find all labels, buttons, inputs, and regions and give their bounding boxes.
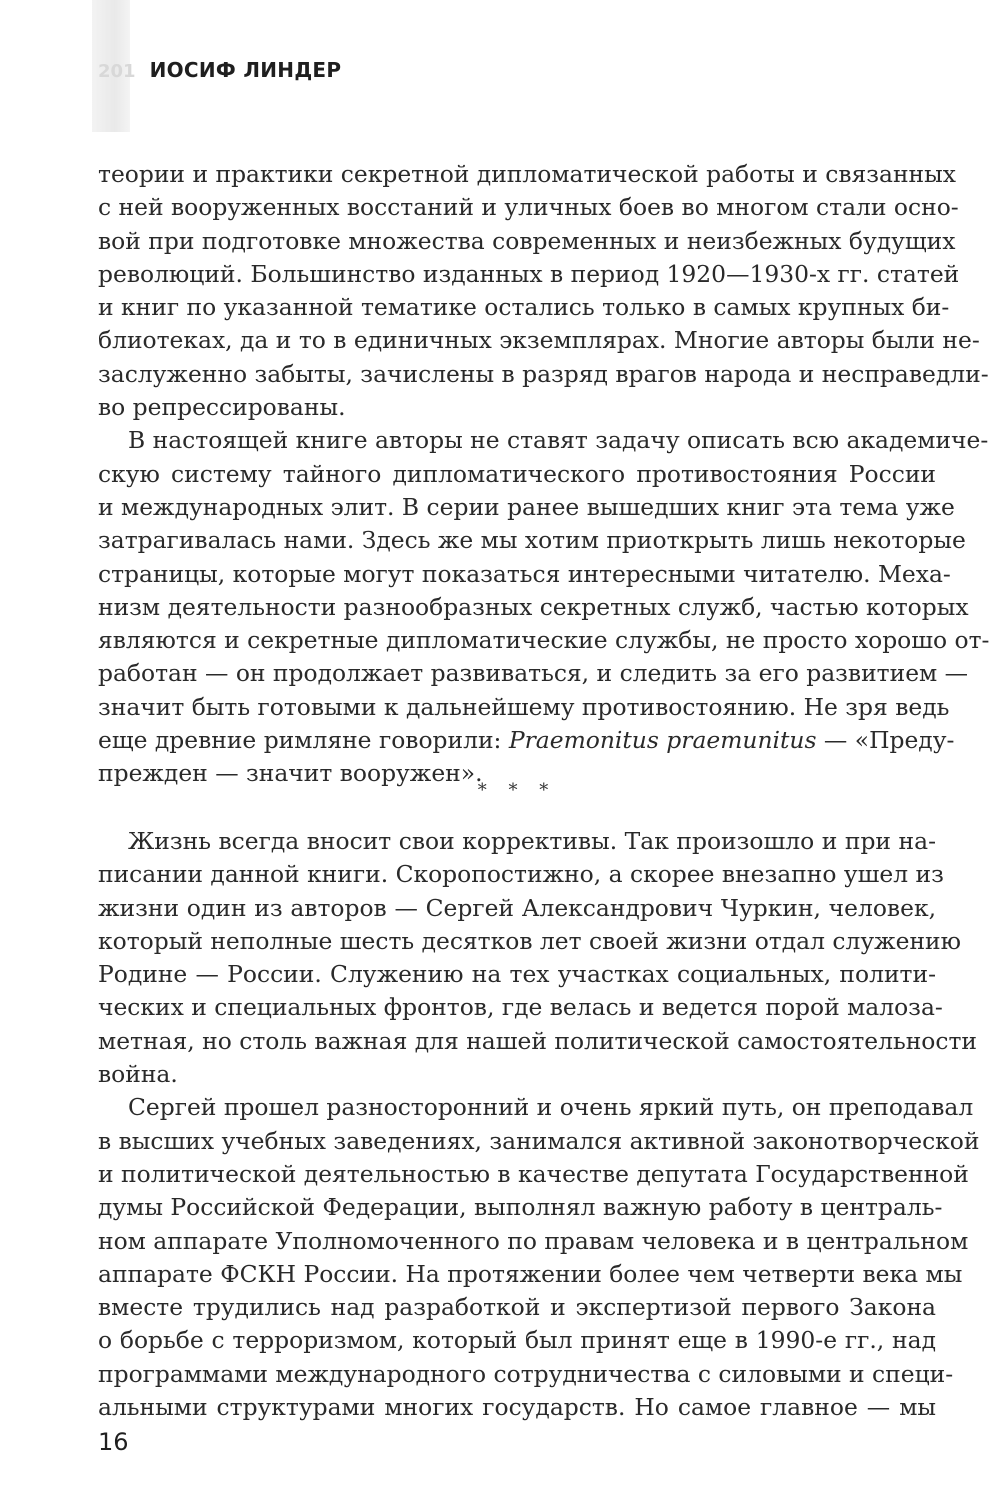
text-line: затрагивалась нами. Здесь же мы хотим приоткрыть лишь некоторые xyxy=(98,526,966,555)
text-line: вместе трудились над разработкой и экспертизой первого Закона xyxy=(98,1293,936,1322)
text-line: страницы, которые могут показаться интересными читателю. Меха- xyxy=(98,559,951,588)
text-line: во репрессированы. xyxy=(98,393,346,422)
text-line: альными структурами многих государств. Но самое главное — мы xyxy=(98,1393,936,1422)
text-line: и книг по указанной тематике остались только в самых крупных би- xyxy=(98,293,950,322)
text-line: программами международного сотрудничества с силовыми и специ- xyxy=(98,1359,954,1388)
running-head xyxy=(98,58,341,82)
text-line: теории и практики секретной дипломатической работы и связанных xyxy=(98,160,956,188)
running-head-author: ИОСИФ ЛИНДЕР xyxy=(149,58,342,82)
quote-translation-start: — «Преду- xyxy=(816,726,955,755)
section-separator: * * * xyxy=(477,780,557,801)
text-line: работан — он продолжает развиваться, и следить за его развитием — xyxy=(98,659,969,688)
text-line: ном аппарате Уполномоченного по правам человека и в центральном xyxy=(98,1226,969,1255)
text-line: ческих и специальных фронтов, где велась и ведется порой малоза- xyxy=(98,993,943,1022)
paragraph-1 xyxy=(98,158,989,424)
text-line: и политической деятельностью в качестве депутата Государственной xyxy=(98,1159,969,1188)
text-line: революций. Большинство изданных в период 1920—1930-х гг. статей xyxy=(98,259,960,288)
text-line: значит быть готовыми к дальнейшему противостоянию. Не зря ведь xyxy=(98,692,950,721)
text-line: аппарате ФСКН России. На протяжении более чем четверти века мы xyxy=(98,1259,963,1288)
ghost-folio: 201 xyxy=(98,61,136,82)
text-line: являются и секретные дипломатические службы, не просто хорошо от- xyxy=(98,626,990,655)
latin-phrase: Praemonitus praemunitus xyxy=(508,726,817,755)
quote-lead-in: еще древние римляне говорили: xyxy=(98,726,509,755)
text-line: вой при подготовке множества современных и неизбежных будущих xyxy=(98,226,956,255)
text-line: с ней вооруженных восстаний и уличных боев во многом стали осно- xyxy=(98,193,959,222)
text-line: о борьбе с терроризмом, который был принят еще в 1990-е гг., над xyxy=(98,1326,936,1355)
text-line: жизни один из авторов — Сергей Александрович Чуркин, человек, xyxy=(98,893,936,922)
text-block-lower xyxy=(98,825,980,1424)
text-line: скую систему тайного дипломатического противостояния России xyxy=(98,459,936,488)
text-line: блиотеках, да и то в единичных экземплярах. Многие авторы были не- xyxy=(98,326,980,355)
paragraph-2 xyxy=(98,424,990,790)
text-line: писании данной книги. Скоропостижно, а скорее внезапно ушел из xyxy=(98,860,944,889)
text-block-upper xyxy=(98,158,990,791)
text-line: Жизнь всегда вносит свои коррективы. Так произошло и при на- xyxy=(128,827,936,855)
text-line: прежден — значит вооружен». xyxy=(98,759,483,788)
paragraph-3 xyxy=(98,825,978,1091)
text-line: заслуженно забыты, зачислены в разряд врагов народа и несправедли- xyxy=(98,359,989,388)
text-line: В настоящей книге авторы не ставят задачу описать всю академиче- xyxy=(128,426,989,455)
text-line-with-latin-quote xyxy=(98,724,955,757)
text-line: и международных элит. В серии ранее вышедших книг эта тема уже xyxy=(98,492,955,521)
page-number: 16 xyxy=(98,1428,129,1456)
text-line: который неполные шесть десятков лет своей жизни отдал служению xyxy=(98,926,961,955)
text-line: Родине — России. Служению на тех участках социальных, полити- xyxy=(98,960,936,989)
text-line: Сергей прошел разносторонний и очень яркий путь, он преподавал xyxy=(128,1093,974,1122)
text-line: думы Российской Федерации, выполнял важную работу в централь- xyxy=(98,1193,943,1222)
text-line: в высших учебных заведениях, занимался активной законотворческой xyxy=(98,1126,980,1155)
text-line: низм деятельности разнообразных секретных служб, частью которых xyxy=(98,592,969,621)
paragraph-4 xyxy=(98,1091,980,1424)
text-line: война. xyxy=(98,1060,178,1089)
text-line: метная, но столь важная для нашей политической самостоятельности xyxy=(98,1026,978,1055)
